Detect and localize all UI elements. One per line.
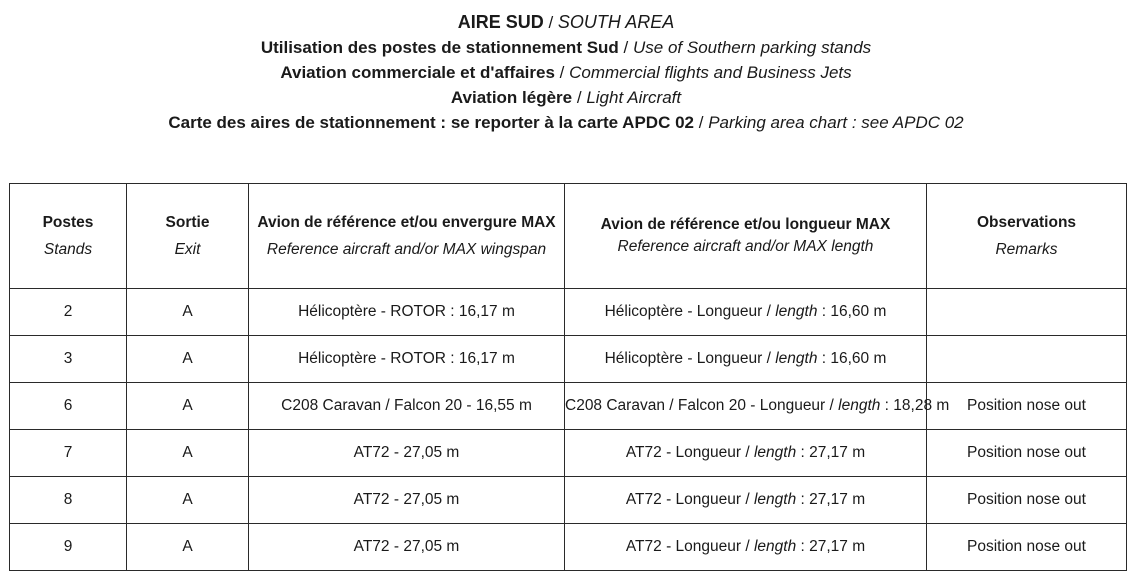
commercial-subtitle-en: Commercial flights and Business Jets xyxy=(569,63,852,82)
length-prefix: C208 Caravan / Falcon 20 - Longueur / xyxy=(565,397,839,414)
column-header-stands xyxy=(10,184,127,289)
light-aircraft-separator: / xyxy=(576,88,582,107)
commercial-subtitle xyxy=(0,60,1132,85)
column-header-en: Reference aircraft and/or MAX wingspan xyxy=(266,241,547,258)
usage-subtitle xyxy=(0,35,1132,60)
length-cell xyxy=(565,289,927,336)
column-header-fr: Observations xyxy=(976,214,1077,231)
remarks-cell: Position nose out xyxy=(927,524,1127,571)
length-cell xyxy=(565,477,927,524)
light-aircraft-subtitle-en: Light Aircraft xyxy=(586,88,682,107)
area-title xyxy=(0,10,1132,35)
column-header-en: Remarks xyxy=(995,241,1058,258)
commercial-separator: / xyxy=(559,63,565,82)
chart-reference-separator: / xyxy=(698,113,704,132)
column-header-exit xyxy=(127,184,249,289)
length-word: length xyxy=(753,491,797,508)
chart-reference-en: Parking area chart : see APDC 02 xyxy=(708,113,964,132)
column-header-fr: Sortie xyxy=(165,214,210,231)
stand-cell: 2 xyxy=(10,289,127,336)
exit-cell: A xyxy=(127,524,249,571)
column-header-fr: Postes xyxy=(42,214,94,231)
stand-cell: 6 xyxy=(10,383,127,430)
length-value: : 18,28 m xyxy=(880,397,950,414)
exit-cell: A xyxy=(127,336,249,383)
table-row xyxy=(10,524,1127,571)
remarks-cell: Position nose out xyxy=(927,383,1127,430)
area-title-fr: AIRE SUD xyxy=(457,12,544,32)
table-row xyxy=(10,289,1127,336)
length-prefix: Hélicoptère - Longueur / xyxy=(604,303,776,320)
chart-reference-fr: Carte des aires de stationnement : se reporter à la carte APDC 02 xyxy=(168,113,694,132)
wingspan-cell: Hélicoptère - ROTOR : 16,17 m xyxy=(249,289,565,336)
table-row xyxy=(10,383,1127,430)
length-word: length xyxy=(838,397,881,414)
title-separator: / xyxy=(548,13,554,32)
usage-subtitle-fr: Utilisation des postes de stationnement Sud xyxy=(260,38,619,57)
exit-cell: A xyxy=(127,430,249,477)
column-header-length xyxy=(565,184,927,289)
length-cell xyxy=(565,336,927,383)
commercial-subtitle-fr: Aviation commerciale et d'affaires xyxy=(280,63,555,82)
column-header-fr: Avion de référence et/ou longueur MAX xyxy=(600,216,891,233)
stand-cell: 7 xyxy=(10,430,127,477)
column-header-en: Exit xyxy=(174,241,201,258)
wingspan-cell: Hélicoptère - ROTOR : 16,17 m xyxy=(249,336,565,383)
table-row xyxy=(10,430,1127,477)
length-value: : 16,60 m xyxy=(817,303,887,320)
exit-cell: A xyxy=(127,477,249,524)
usage-subtitle-en: Use of Southern parking stands xyxy=(633,38,872,57)
light-aircraft-subtitle-fr: Aviation légère xyxy=(450,88,573,107)
length-value: : 16,60 m xyxy=(817,350,887,367)
stand-cell: 3 xyxy=(10,336,127,383)
page-header xyxy=(0,10,1132,135)
table-row xyxy=(10,336,1127,383)
table-header-row xyxy=(10,184,1127,289)
length-cell xyxy=(565,524,927,571)
stand-cell: 9 xyxy=(10,524,127,571)
wingspan-cell: AT72 - 27,05 m xyxy=(249,524,565,571)
area-title-en: SOUTH AREA xyxy=(557,12,675,32)
length-word: length xyxy=(775,350,818,367)
wingspan-cell: AT72 - 27,05 m xyxy=(249,430,565,477)
length-value: : 27,17 m xyxy=(796,444,866,461)
length-value: : 27,17 m xyxy=(796,538,866,555)
chart-reference xyxy=(0,110,1132,135)
remarks-cell xyxy=(927,289,1127,336)
column-header-remarks xyxy=(927,184,1127,289)
length-word: length xyxy=(775,303,818,320)
wingspan-cell: AT72 - 27,05 m xyxy=(249,477,565,524)
column-header-fr: Avion de référence et/ou envergure MAX xyxy=(257,214,556,231)
remarks-cell xyxy=(927,336,1127,383)
exit-cell: A xyxy=(127,383,249,430)
light-aircraft-subtitle xyxy=(0,85,1132,110)
column-header-en: Stands xyxy=(43,241,93,258)
length-prefix: AT72 - Longueur / xyxy=(625,491,754,508)
table-row xyxy=(10,477,1127,524)
column-header-wingspan xyxy=(249,184,565,289)
length-word: length xyxy=(753,538,797,555)
exit-cell: A xyxy=(127,289,249,336)
column-header-en: Reference aircraft and/or MAX length xyxy=(617,238,874,255)
remarks-cell: Position nose out xyxy=(927,477,1127,524)
parking-stands-table xyxy=(9,183,1127,571)
length-word: length xyxy=(753,444,797,461)
wingspan-cell: C208 Caravan / Falcon 20 - 16,55 m xyxy=(249,383,565,430)
length-cell xyxy=(565,383,950,430)
length-value: : 27,17 m xyxy=(796,491,866,508)
length-prefix: Hélicoptère - Longueur / xyxy=(604,350,776,367)
length-cell xyxy=(565,430,927,477)
usage-separator: / xyxy=(623,38,629,57)
length-prefix: AT72 - Longueur / xyxy=(625,444,754,461)
remarks-cell: Position nose out xyxy=(927,430,1127,477)
length-prefix: AT72 - Longueur / xyxy=(625,538,754,555)
stand-cell: 8 xyxy=(10,477,127,524)
